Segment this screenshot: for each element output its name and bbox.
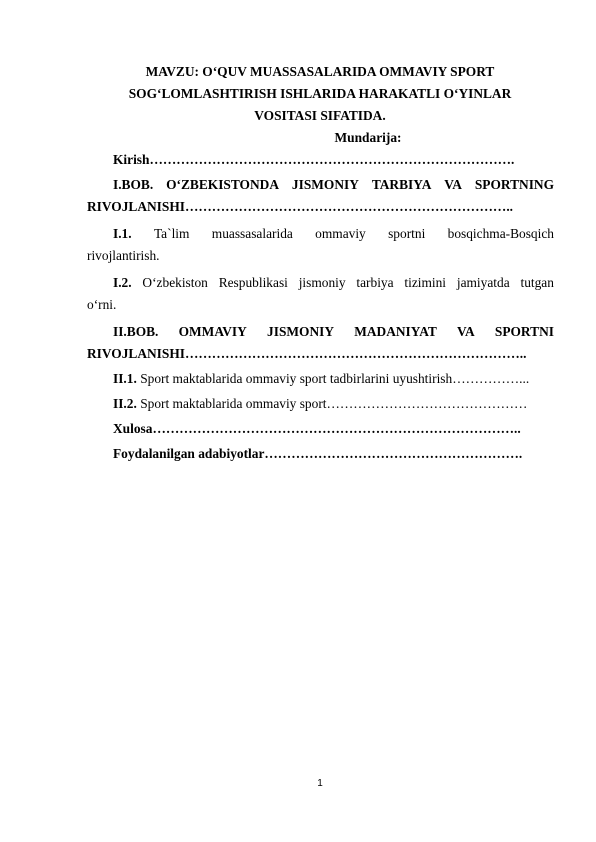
toc-s12-word: tarbiya xyxy=(356,275,394,290)
toc-section-1-1-cont: rivojlantirish. xyxy=(87,248,160,263)
toc-section-1-1 xyxy=(113,223,554,245)
toc-ch1-word: I.BOB. xyxy=(113,177,154,192)
toc-ch1-word: SPORTNING xyxy=(474,177,554,192)
toc-s11-word: bosqichma-Bosqich xyxy=(447,226,554,241)
toc-section-2-2 xyxy=(113,393,527,415)
toc-section-1-2-cont: o‘rni. xyxy=(87,297,117,312)
toc-ch1-word: JISMONIY xyxy=(291,177,359,192)
toc-section-text: Sport maktablarida ommaviy sport tadbirlarini uyushtirish……………... xyxy=(140,371,530,386)
toc-s11-word: ommaviy xyxy=(315,226,366,241)
toc-chapter-1-cont: RIVOJLANISHI……………………………………………………………….. xyxy=(87,199,514,214)
toc-conclusion: Xulosa……………………………………………………………………….. xyxy=(113,421,521,436)
toc-s11-word: Ta`lim xyxy=(153,226,190,241)
toc-s11-word: sportni xyxy=(388,226,426,241)
toc-s12-word: jamiyatda xyxy=(456,275,510,290)
toc-s12-word: tizimini xyxy=(404,275,447,290)
toc-s12-word: jismoniy xyxy=(298,275,346,290)
toc-ch1-word: TARBIYA xyxy=(371,177,432,192)
title-line-3: VOSITASI SIFATIDA. xyxy=(254,108,386,123)
toc-section-text: Sport maktablarida ommaviy sport……………………………………… xyxy=(140,396,528,411)
title-line-2: SOG‘LOMLASHTIRISH ISHLARIDA HARAKATLI O‘YINLAR xyxy=(128,86,512,101)
toc-s12-word: tutgan xyxy=(520,275,554,290)
toc-section-2-1 xyxy=(113,368,529,390)
toc-ch2-word: SPORTNI xyxy=(494,324,554,339)
toc-ch1-word: VA xyxy=(444,177,462,192)
toc-section-number: I.2. xyxy=(113,275,132,290)
toc-chapter-2-cont: RIVOJLANISHI………………………………………………………………….. xyxy=(87,346,527,361)
toc-section-number: II.1. xyxy=(113,371,137,386)
toc-section-number: I.1. xyxy=(113,226,132,241)
toc-ch2-word: OMMAVIY xyxy=(178,324,247,339)
title-line-1: MAVZU: O‘QUV MUASSASALARIDA OMMAVIY SPORT xyxy=(145,64,495,79)
toc-references: Foydalanilgan adabiyotlar…………………………………………………. xyxy=(113,446,523,461)
toc-ch2-word: MADANIYAT xyxy=(354,324,437,339)
toc-section-number: II.2. xyxy=(113,396,137,411)
toc-s11-word: muassasalarida xyxy=(211,226,293,241)
toc-ch2-word: JISMONIY xyxy=(267,324,335,339)
toc-s12-word: Respublikasi xyxy=(218,275,288,290)
toc-introduction: Kirish………………………………………………………………………. xyxy=(113,152,515,167)
toc-ch1-word: O‘ZBEKISTONDA xyxy=(166,177,279,192)
page-number: 1 xyxy=(317,778,323,789)
toc-ch2-word: VA xyxy=(457,324,475,339)
toc-chapter-2-title xyxy=(113,321,554,343)
contents-heading: Mundarija: xyxy=(334,130,402,145)
toc-ch2-word: II.BOB. xyxy=(113,324,159,339)
toc-section-1-2 xyxy=(113,272,554,294)
toc-s12-word: O‘zbekiston xyxy=(142,275,208,290)
toc-chapter-1-title xyxy=(113,174,554,196)
